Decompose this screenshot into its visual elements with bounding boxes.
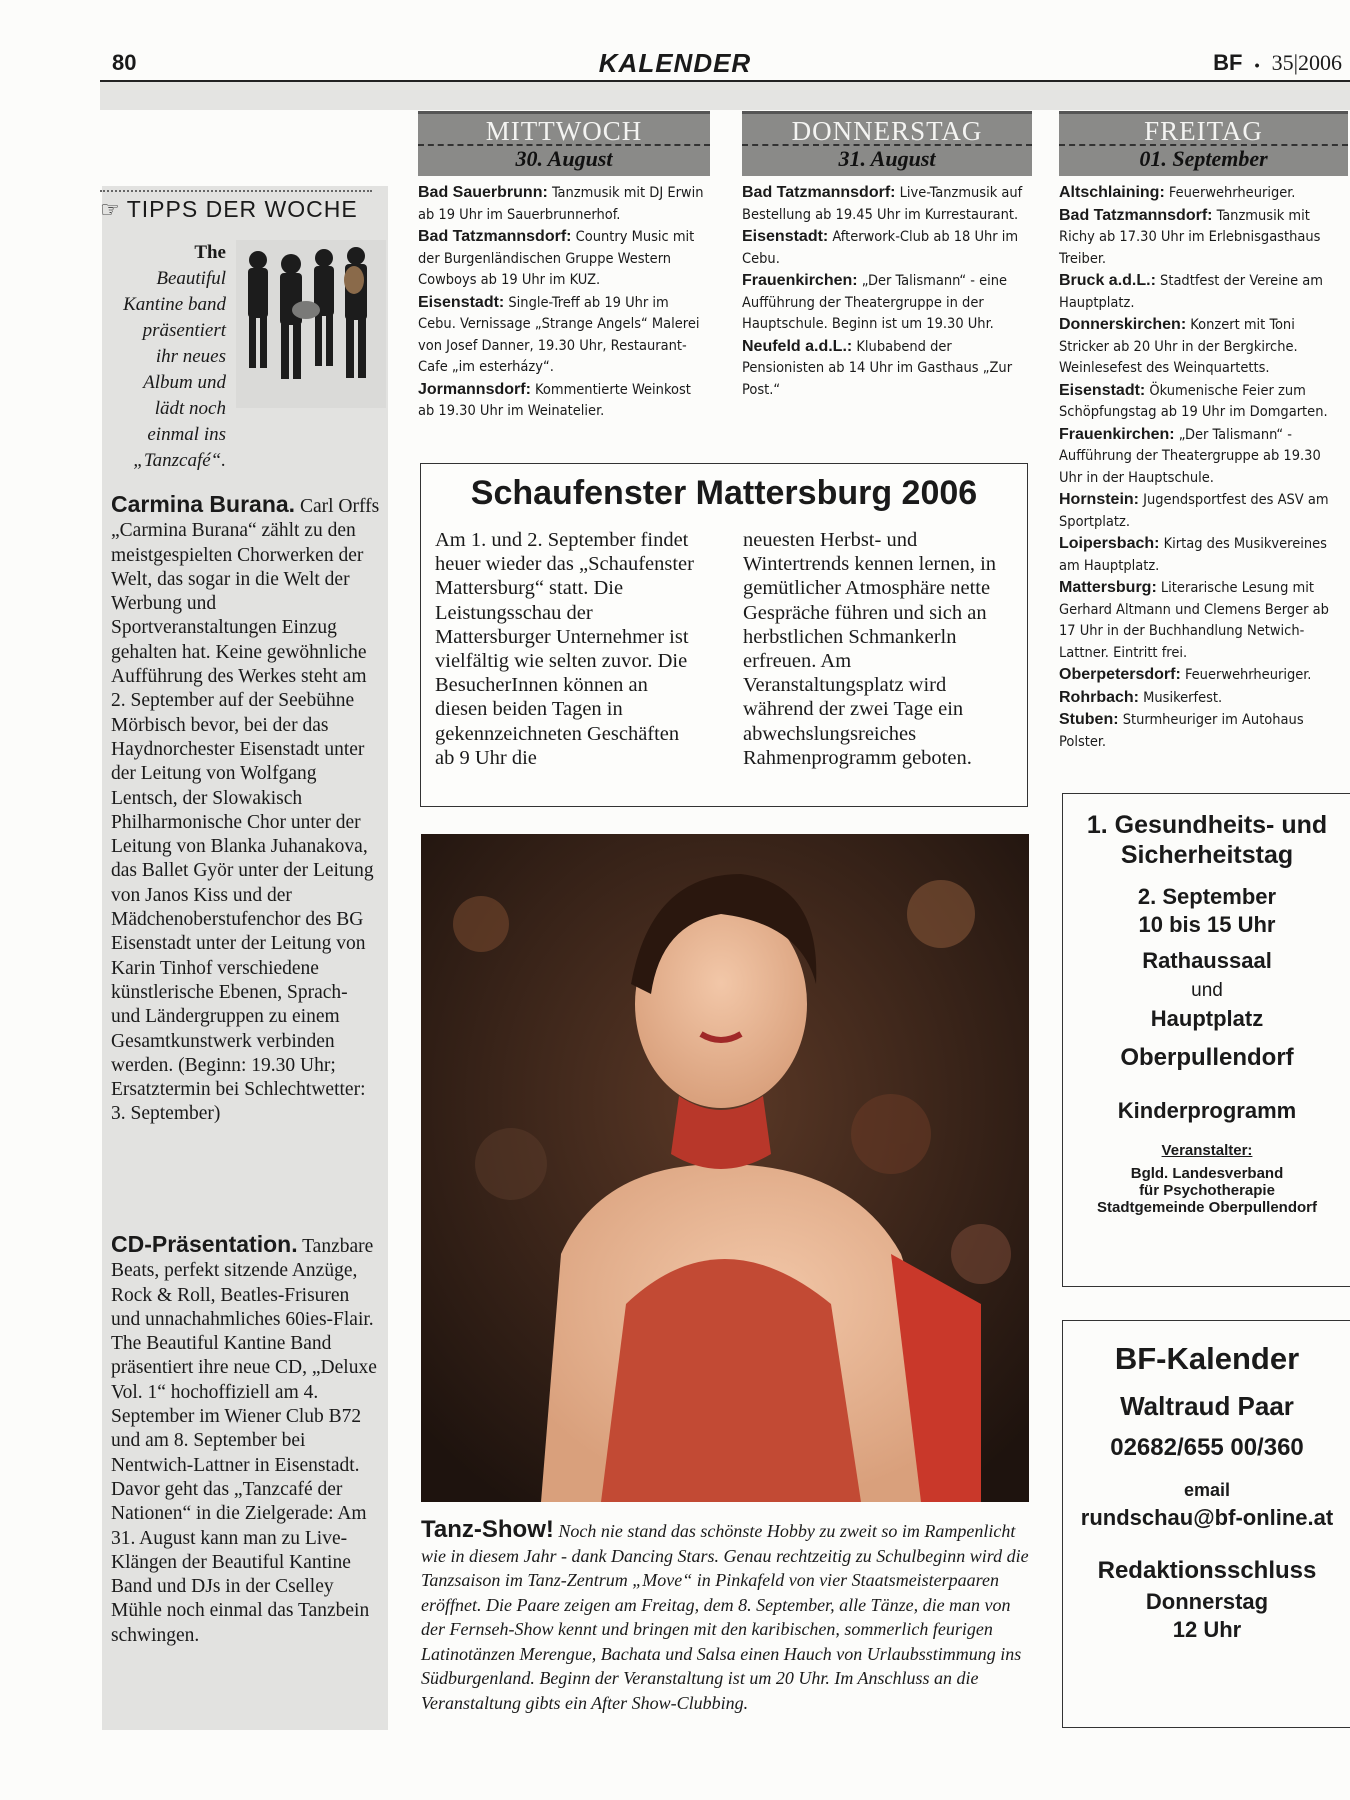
- tipps-heading-text: TIPPS DER WOCHE: [126, 196, 358, 222]
- gesund-time: 10 bis 15 Uhr: [1138, 912, 1276, 937]
- day-name: DONNERSTAG: [791, 116, 983, 146]
- event-item: Bad Sauerbrunn: Tanzmusik mit DJ Erwin ab 19 Uhr im Sauerbrunnerhof.: [418, 184, 704, 223]
- schaufenster-column-2: neuesten Herbst- und Wintertrends kennen lernen, in gemütlicher Atmosphäre nette Gespräche führen und sich an herbstlichen Schmankerln erfreuen. Am Veranstaltungsplatz wird während der zwei Tage ein abwechslungsreiches Rahmenprogramm geboten.: [743, 529, 997, 769]
- event-item: Bad Tatzmannsdorf: Tanzmusik mit Richy ab 17.30 Uhr im Erlebnisgasthaus Treiber.: [1059, 206, 1321, 267]
- gesundheitstag-box: [1062, 793, 1350, 1287]
- event-item: Eisenstadt: Ökumenische Feier zum Schöpfungstag ab 19 Uhr im Domgarten.: [1059, 381, 1328, 420]
- dance-photo: [421, 834, 1029, 1502]
- day-banner: [1059, 111, 1348, 176]
- day-name: FREITAG: [1144, 116, 1263, 146]
- event-item: Loipersbach: Kirtag des Musikvereines am Hauptplatz.: [1059, 535, 1327, 574]
- bfk-email[interactable]: rundschau@bf-online.at: [1080, 1505, 1334, 1530]
- day-name: MITTWOCH: [485, 116, 643, 146]
- carmina-text: Carl Orffs „Carmina Burana“ zählt zu den meistgespielten Chorwerken der Welt, das sogar in die Welt der Werbung und Sportveranstaltungen Einzug gehalten hat. Keine gewöhnliche Aufführung des Werkes steht am 2. September auf der Seebühne Mörbisch bevor, bei der das Haydnorchester Eisenstadt unter der Leitung von Wolfgang Lentsch, der Slowakisch Philharmonische Chor unter der Leitung von Blanka Juhanakova, das Ballet Györ unter der Leitung von Janos Kiss und der Mädchenoberstufenchor des BG Eisenstadt unter der Leitung von Karin Tinhof verschiedene künstlerische Ebenen, Sprach- und Ländergruppen zu einem Gesamtkunstwerk verbinden werden. (Beginn: 19.30 Uhr; Ersatztermin bei Schlechtwetter: 3. September): [111, 496, 380, 1125]
- band-photo: [236, 240, 386, 408]
- event-item: Stuben: Sturmheuriger im Autohaus Polster.: [1059, 711, 1304, 750]
- event-list: [418, 182, 710, 423]
- bfk-email-label: email: [1183, 1480, 1231, 1500]
- event-item: Oberpetersdorf: Feuerwehrheuriger.: [1059, 666, 1312, 683]
- pointing-hand-icon: ☞: [100, 197, 121, 222]
- schaufenster-title: Schaufenster Mattersburg 2006: [470, 474, 978, 512]
- event-item: Frauenkirchen: „Der Talismann“ - eine Aufführung der Theatergruppe in der Hauptschule. Beginn ist um 19.30 Uhr.: [742, 272, 1008, 332]
- separator-dot: •: [1254, 57, 1260, 73]
- gesund-town: Oberpullendorf: [1120, 1044, 1294, 1071]
- event-item: Eisenstadt: Single-Treff ab 19 Uhr im Cebu. Vernissage „Strange Angels“ Malerei von Josef Danner, 19.30 Uhr, Restaurant-Cafe „im esterházy“.: [418, 293, 700, 375]
- event-item: Neufeld a.d.L.: Klubabend der Pensionisten ab 14 Uhr im Gasthaus „Zur Post.“: [742, 337, 1013, 398]
- bfk-deadline: Redaktionsschluss: [1097, 1557, 1317, 1584]
- event-item: Eisenstadt: Afterwork-Club ab 18 Uhr im Cebu.: [742, 228, 1019, 267]
- day-date: 31. August: [742, 144, 1032, 176]
- bfk-title: BF-Kalender: [1114, 1341, 1300, 1376]
- event-item: Mattersburg: Literarische Lesung mit Gerhard Altmann und Clemens Berger ab 17 Uhr in der Buchhandlung Netwich-Lattner. Eintritt frei.: [1059, 579, 1329, 661]
- tipps-caption-text: Beautiful Kantine band präsentiert ihr neues Album und lädt noch einmal ins „Tanzcafé“.: [123, 268, 226, 471]
- event-item: Donnerskirchen: Konzert mit Toni Stricker ab 20 Uhr in der Bergkirche. Weinlesefest des Weinquartetts.: [1059, 316, 1298, 376]
- carmina-lead: Carmina Burana.: [111, 491, 296, 517]
- event-item: Bad Tatzmannsdorf: Live-Tanzmusik auf Bestellung ab 19.45 Uhr im Kurrestaurant.: [742, 184, 1023, 223]
- schaufenster-box: [420, 463, 1028, 807]
- day-column-donnerstag: [742, 111, 1032, 401]
- event-item: Hornstein: Jugendsportfest des ASV am Sportplatz.: [1059, 491, 1329, 530]
- tanz-text: Noch nie stand das schönste Hobby zu zweit so im Rampenlicht wie in diesem Jahr - dank Dancing Stars. Genau rechtzeitig zu Schulbeginn wird die Tanzsaison im Tanz-Zentrum „Move“ in Pinkafeld von vier Staatsmeisterpaaren eröffnet. Die Paare zeigen am Freitag, dem 8. September, alle Tänze, die man von der Fernseh-Show kennt und bringen mit den karibischen, sommerlich feurigen Latinotänzen Merengue, Bachata und Salsa einen Hauch von Urlaubsstimmung ins Südburgenland. Beginn der Veranstaltung ist um 20 Uhr. Im Anschluss an die Veranstaltung gibts ein After Show-Clubbing.: [421, 1521, 1029, 1713]
- day-column-mittwoch: [418, 111, 710, 423]
- gesund-program: Kinderprogramm: [1117, 1098, 1297, 1123]
- tipps-caption-lead: The: [194, 242, 226, 263]
- cd-lead: CD-Präsentation.: [111, 1231, 298, 1257]
- event-item: Jormannsdorf: Kommentierte Weinkost ab 19.30 Uhr im Weinatelier.: [418, 380, 691, 419]
- event-item: Bruck a.d.L.: Stadtfest der Vereine am Hauptplatz.: [1059, 272, 1323, 311]
- gesund-date: 2. September: [1137, 884, 1277, 909]
- day-date: 30. August: [418, 144, 710, 176]
- gesund-org-label: Veranstalter:: [1161, 1142, 1253, 1159]
- tipps-heading: [100, 190, 372, 223]
- gesund-place1: Rathaussaal: [1142, 948, 1272, 973]
- event-list: [1059, 182, 1348, 753]
- issue-info: [1213, 50, 1342, 76]
- event-item: Bad Tatzmannsdorf: Country Music mit der Burgenländischen Gruppe Western Cowboys ab 19 Uhr im KUZ.: [418, 228, 695, 288]
- tanz-lead: Tanz-Show!: [421, 1516, 554, 1543]
- event-item: Altschlaining: Feuerwehrheuriger.: [1059, 184, 1296, 201]
- bf-kalender-box: [1062, 1320, 1350, 1728]
- cd-text: Tanzbare Beats, perfekt sitzende Anzüge, Rock & Roll, Beatles-Frisuren und unnachahmliches 60ies-Flair. The Beautiful Kantine Band präsentiert ihre neue CD, „Deluxe Vol. 1“ hochoffiziell am 4. September im Wiener Club B72 und am 8. September bei Nentwich-Lattner in Eisenstadt. Davor geht das „Tanzcafé der Nationen“ in die Zielgerade: Am 31. August kann man zu Live-Klängen der Beautiful Kantine Band und DJs in der Cselley Mühle noch einmal das Tanzbein schwingen.: [111, 1236, 377, 1646]
- tipps-caption: [120, 240, 226, 474]
- schaufenster-column-1: Am 1. und 2. September findet heuer wieder das „Schaufenster Mattersburg“ statt. Die Leistungsschau der Mattersburger Unternehmer ist vielfältig wie selten zuvor. Die BesucherInnen können an diesen beiden Tagen in gekennzeichneten Geschäften ab 9 Uhr die: [435, 529, 694, 769]
- gesund-org2: für Psychotherapie: [1139, 1182, 1275, 1199]
- page-number: 80: [112, 50, 137, 75]
- day-banner: [742, 111, 1032, 176]
- bfk-day: Donnerstag: [1145, 1589, 1269, 1614]
- day-banner: [418, 111, 710, 176]
- gesund-org1: Bgld. Landesverband: [1130, 1165, 1284, 1182]
- bfk-phone: 02682/655 00/360: [1110, 1434, 1304, 1461]
- section-title: KALENDER: [598, 48, 752, 78]
- event-list: [742, 182, 1032, 401]
- event-item: Rohrbach: Musikerfest.: [1059, 688, 1223, 706]
- bfk-time: 12 Uhr: [1172, 1617, 1242, 1642]
- gesund-org3: Stadtgemeinde Oberpullendorf: [1096, 1199, 1318, 1216]
- header-band: [100, 82, 1350, 110]
- tanz-caption: [421, 1518, 1033, 1715]
- brand-label: BF: [1213, 50, 1243, 75]
- day-date: 01. September: [1059, 144, 1348, 176]
- gesund-place2: Hauptplatz: [1150, 1006, 1264, 1031]
- gesund-und: und: [1191, 980, 1223, 1001]
- bfk-name: Waltraud Paar: [1120, 1391, 1294, 1421]
- day-column-freitag: [1059, 111, 1348, 753]
- issue-number: 35|2006: [1271, 50, 1342, 75]
- cd-article: [111, 1232, 381, 1648]
- carmina-article: [111, 492, 381, 1127]
- event-item: Frauenkirchen: „Der Talismann“ - Aufführung der Theatergruppe ab 19.30 Uhr in der Hauptschule.: [1059, 425, 1321, 486]
- gesund-title: 1. Gesundheits- und Sicherheitstag: [1086, 811, 1328, 869]
